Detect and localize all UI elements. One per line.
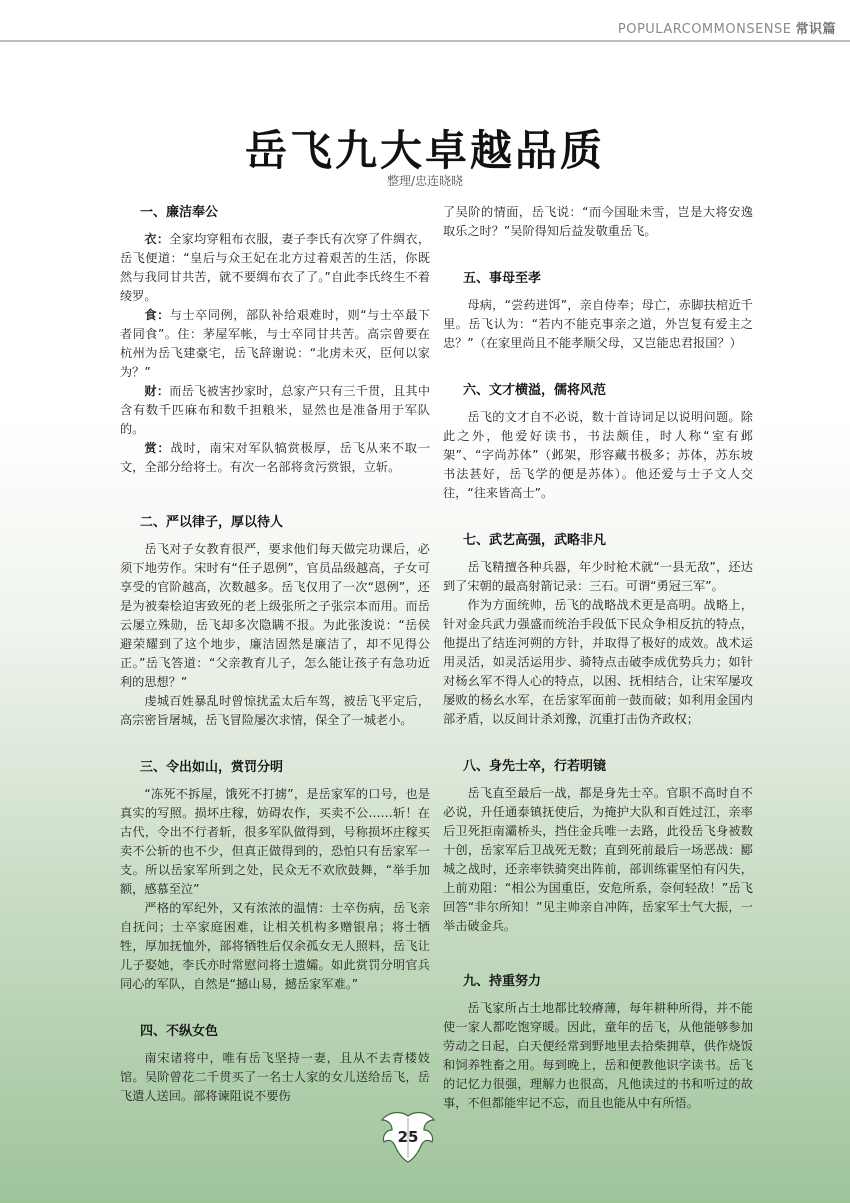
paragraph: 严格的军纪外，又有浓浓的温情：士卒伤病，岳飞亲自抚问；士卒家庭困难，让相关机构多赠银帛；将士牺牲，厚加抚恤外，部将牺牲后仅余孤女无人照料，岳飞让儿子娶她，李氏亦时常慰问将士遗孀。如此赏罚分明官兵同心的军队，自然是“撼山易，撼岳家军难。”	[120, 901, 430, 991]
spacer	[443, 729, 753, 757]
paragraph: 岳飞直至最后一战，都是身先士卒。官职不高时自不必说，升任通泰镇抚使后，为掩护大队和百姓过江，亲率后卫死拒南灞桥头，挡住金兵唯一去路，此役岳飞身被数十创，岳家军后卫战死无数；直到死前最后一场恶战：郾城之战时，还亲率铁骑突出阵前，部训练霍坚怕有闪失，上前劝阻：“相公为国重臣，安危所系，奈何轻敌！”岳飞回答“非尔所知！”见主帅亲自冲阵，岳家军士气大振，一举击破金兵。	[443, 786, 753, 933]
right-column	[443, 203, 753, 1113]
paragraph-text: 与士卒同例，部队补给艰难时，则“与士卒最下者同食”。住：茅屋军帐，与士卒同甘共苦。高宗曾要在杭州为岳飞建豪宅，岳飞辞谢说：“北虏未灭，臣何以家为？”	[120, 308, 430, 379]
spacer	[443, 241, 753, 269]
section-title: 五、事母至孝	[463, 271, 542, 286]
paragraph	[120, 306, 430, 382]
page-number: 25	[397, 1128, 419, 1146]
left-column	[120, 203, 430, 1106]
section-2	[120, 513, 430, 730]
running-header-en: POPULARCOMMONSENSE	[617, 22, 792, 37]
section-title: 六、文才横溢，儒将风范	[463, 383, 607, 398]
paragraph-text: 全家均穿粗布衣服，妻子李氏有次穿了件绸衣，岳飞便道：“皇后与众王妃在北方过着艰苦的生活，你既然与我同甘共苦，就不要绸布衣了了。”自此李氏终生不着绫罗。	[120, 232, 431, 303]
section-title: 二、严以律子，厚以待人	[140, 515, 284, 530]
header-rule	[0, 40, 850, 42]
paragraph-lead: 衣：	[144, 232, 170, 246]
paragraph-lead: 赏：	[144, 441, 171, 455]
section-title: 八、身先士卒，行若明镜	[463, 759, 607, 774]
section-title: 四、不纵女色	[140, 1024, 219, 1039]
section-3	[120, 758, 430, 994]
paragraph	[120, 230, 430, 306]
section-7	[443, 531, 753, 729]
paragraph-lead: 财：	[144, 384, 170, 398]
spacer	[120, 730, 430, 758]
article-title: 岳飞九大卓越品质	[244, 126, 605, 175]
paragraph	[120, 439, 430, 477]
spacer	[443, 936, 753, 972]
section-9	[443, 972, 753, 1113]
section-title: 三、令出如山，赏罚分明	[140, 760, 284, 775]
paragraph: “冻死不拆屋，饿死不打掳”，是岳家军的口号，也是真实的写照。损坏庄稼，妨碍农作，买卖不公……斩！在古代，令出不行者斩，很多军队做得到，号称损坏庄稼买卖不公斩的也不少，但真正做得到的，恐怕只有岳家军一支。所以岳家军所到之处，民众无不欢欣鼓舞，“举手加额，感慕至泣”	[120, 787, 430, 896]
paragraph: 虔城百姓暴乱时曾惊扰孟太后车驾，被岳飞平定后，高宗密旨屠城，岳飞冒险屡次求情，保全了一城老小。	[120, 694, 430, 727]
section-4	[120, 1022, 430, 1106]
article-byline: 整理/忠连晓晓	[386, 174, 464, 188]
paragraph-lead: 食：	[144, 308, 170, 322]
paragraph: 岳飞家所占土地都比较瘠薄，每年耕种所得，并不能使一家人都吃饱穿暖。因此，童年的岳飞，从他能够参加劳动之日起，白天便经常到野地里去拾柴拥草，供作烧饭和饲养牲畜之用。每到晚上，岳和便教他识字读书。岳飞的记忆力很强，理解力也很高，凡他读过的书和听过的故事，不但都能牢记不忘，而且也能从中有所悟。	[443, 1001, 753, 1110]
paragraph: 岳飞对子女教育很严，要求他们每天做完功课后，必须下地劳作。宋时有“任子恩例”，官员品级越高，子女可享受的官阶越高，次数越多。岳飞仅用了一次“恩例”，还是为被秦桧迫害致死的老上级张所之子张宗本而用。而岳云屡立殊勋，岳飞却多次隐瞒不报。为此张浚说：“岳侯避荣耀到了这个地步，廉洁固然是廉洁了，却不见得公正。”岳飞答道：“父亲教育儿子，怎么能让孩子有急功近利的思想？”	[120, 542, 430, 689]
paragraph: 岳飞精擅各种兵器，年少时枪术就“一县无敌”，还达到了宋朝的最高射箭记录：三石。可谓“勇冠三军”。	[443, 560, 753, 593]
paragraph-text: 而岳飞被害抄家时，总家产只有三千贯，且其中含有数千匹麻布和数千担粮米，显然也是准备用于军队的。	[120, 384, 431, 436]
paragraph: 南宋诸将中，唯有岳飞坚持一妻，且从不去青楼妓馆。吴阶曾花二千贯买了一名士人家的女儿送给岳飞，岳飞遣人送回。部将谏阻说不要伤	[120, 1051, 430, 1103]
paragraph	[120, 382, 430, 439]
spacer	[120, 994, 430, 1022]
paragraph: 母病，“尝药进饵”，亲自侍奉；母亡，赤脚扶棺近千里。岳飞认为：“若内不能克事亲之道，外岂复有爱主之忠？”（在家里尚且不能孝顺父母，又岂能忠君报国？）	[443, 298, 753, 350]
running-header	[618, 18, 836, 37]
spacer	[120, 477, 430, 513]
paragraph-continued: 了吴阶的情面，岳飞说：“而今国耻未雪，岂是大将安逸取乐之时？”吴阶得知后益发敬重岳飞。	[443, 205, 753, 238]
running-header-cn: 常识篇	[795, 22, 836, 37]
section-5	[443, 269, 753, 353]
paragraph: 作为方面统帅，岳飞的战略战术更是高明。战略上，针对金兵武力强盛而统治手段低下民众争相反抗的特点，他提出了结连河朔的方针，并取得了极好的成效。战术运用灵活，如灵活运用步、骑特点击破李成优势兵力；如针对杨幺军不得人心的特点，以困、抚相结合，让宋军屡攻屡败的杨幺水军，在岳家军面前一鼓而破；如利用金国内部矛盾，以反间计杀刘豫，沉重打击伪齐政权；	[443, 598, 753, 726]
spacer	[443, 503, 753, 531]
section-1	[120, 203, 430, 477]
section-6	[443, 381, 753, 503]
paragraph: 岳飞的文才自不必说，数十首诗词足以说明问题。除此之外，他爱好读书，书法颇佳，时人称“室有邺架”、“字尚苏体”（邺架，形容藏书极多；苏体，苏东坡书法甚好，岳飞学的便是苏体）。他还爱与士子文人交往，“往来皆高士”。	[443, 410, 753, 500]
paragraph-text: 战时，南宋对军队犒赏极厚，岳飞从来不取一文，全部分给将士。有次一名部将贪污赏银，立斩。	[120, 441, 431, 474]
section-title: 九、持重努力	[463, 974, 542, 989]
spacer	[443, 353, 753, 381]
section-title: 一、廉洁奉公	[140, 205, 219, 220]
section-8	[443, 757, 753, 936]
section-title: 七、武艺高强，武略非凡	[463, 533, 607, 548]
